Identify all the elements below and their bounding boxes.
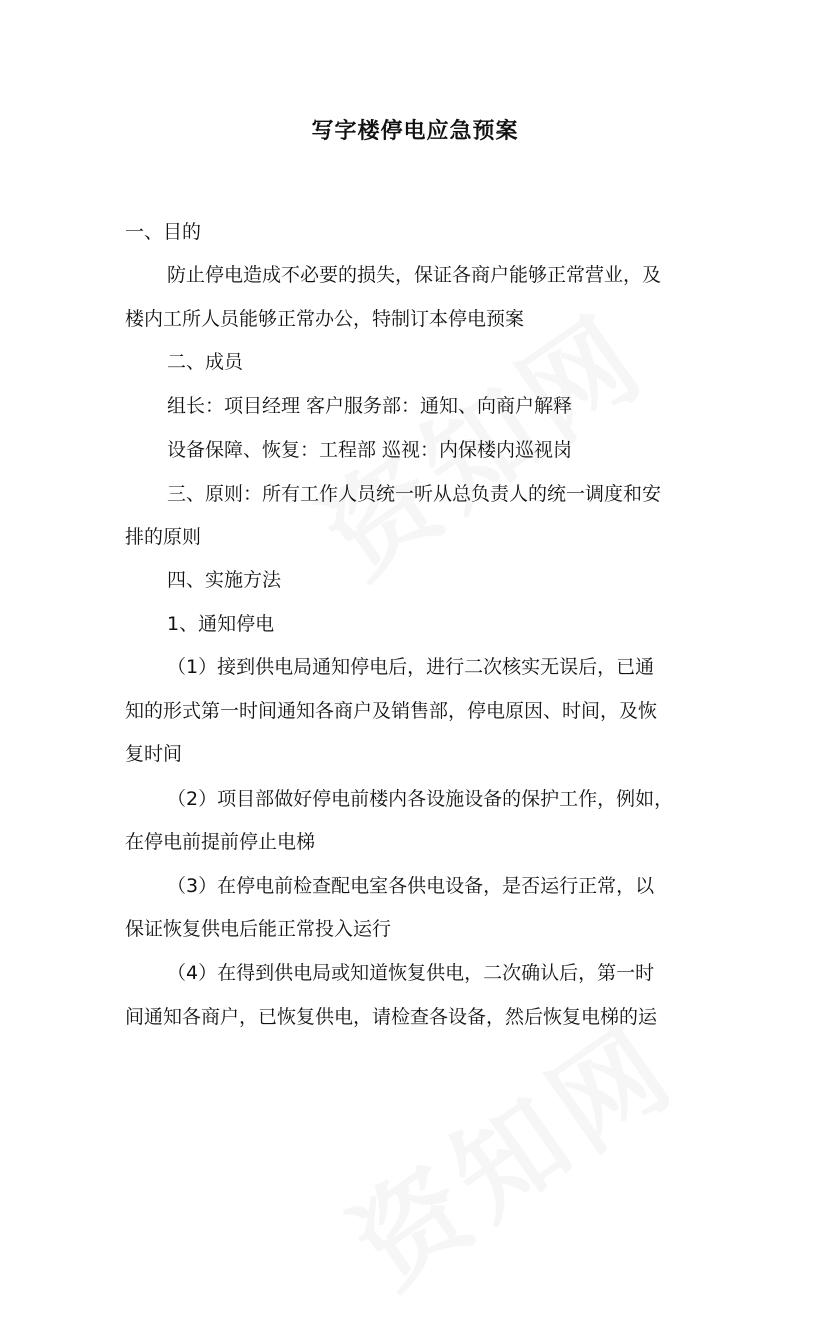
paragraph-line: 在停电前提前停止电梯 — [125, 831, 316, 853]
paragraph-line: （3）在停电前检查配电室各供电设备，是否运行正常，以 — [167, 875, 655, 897]
paragraph-line: 组长：项目经理 客户服务部：通知、向商户解释 — [167, 395, 573, 417]
heading-purpose: 一、目的 — [125, 221, 202, 243]
paragraph-line: 复时间 — [125, 743, 183, 765]
heading-principle: 三、原则：所有工作人员统一听从总负责人的统一调度和安 — [167, 483, 662, 505]
paragraph-line: （1）接到供电局通知停电后，进行二次核实无误后，已通 — [167, 656, 655, 678]
document-title: 写字楼停电应急预案 — [311, 119, 519, 144]
paragraph-line: 防止停电造成不必要的损失，保证各商户能够正常营业，及 — [167, 264, 662, 286]
heading-methods: 四、实施方法 — [167, 569, 282, 591]
paragraph-line: 间通知各商户，已恢复供电，请检查各设备，然后恢复电梯的运 — [125, 1006, 658, 1028]
paragraph-line: （2）项目部做好停电前楼内各设施设备的保护工作，例如， — [167, 788, 674, 810]
subheading-notify: 1、通知停电 — [167, 613, 275, 635]
heading-members: 二、成员 — [167, 351, 244, 373]
watermark — [317, 981, 703, 1317]
paragraph-line: 设备保障、恢复：工程部 巡视：内保楼内巡视岗 — [167, 439, 573, 461]
paragraph-line: 排的原则 — [125, 526, 202, 548]
paragraph-line: 楼内工所人员能够正常办公，特制订本停电预案 — [125, 308, 525, 330]
paragraph-line: 知的形式第一时间通知各商户及销售部，停电原因、时间，及恢 — [125, 700, 658, 722]
paragraph-line: 保证恢复供电后能正常投入运行 — [125, 918, 392, 940]
paragraph-line: （4）在得到供电局或知道恢复供电，二次确认后，第一时 — [167, 962, 655, 984]
